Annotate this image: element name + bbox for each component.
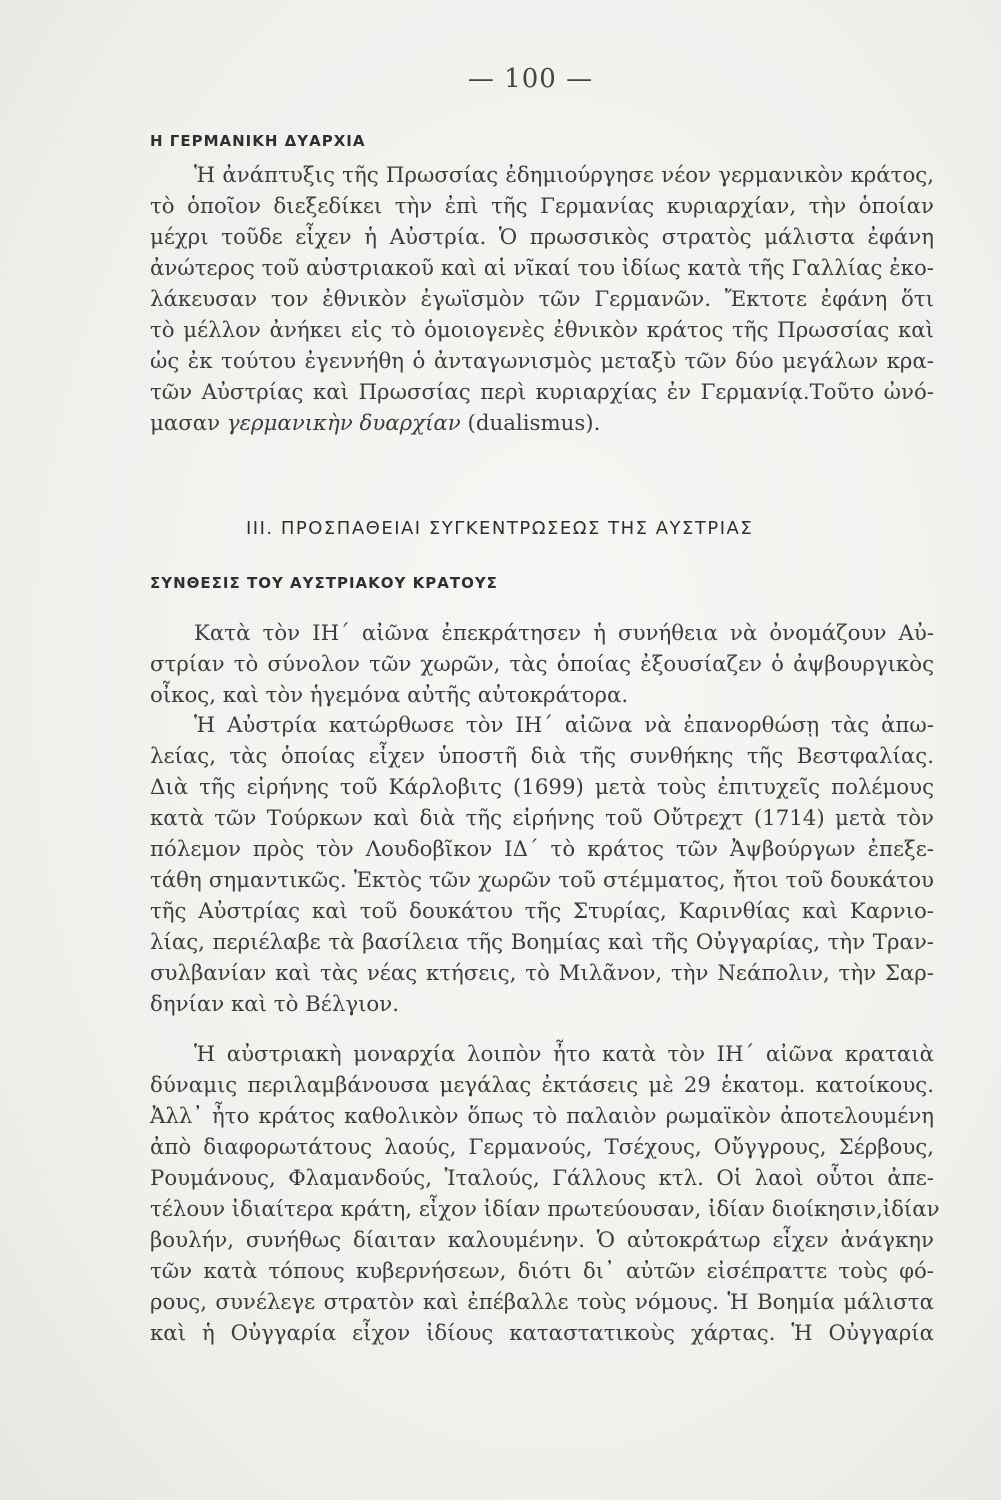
paragraph-austria-name bbox=[150, 618, 934, 711]
text-line: βουλήν, συνήθως δίαιταν καλουμένην. Ὁ αὐτοκράτωρ εἶχεν ἀνάγκην bbox=[150, 1228, 934, 1253]
text-line: τῶν Αὐστρίας καὶ Πρωσσίας περὶ κυριαρχίας ἐν Γερμανίᾳ.Τοῦτο ὠνό- bbox=[150, 380, 934, 405]
text-line: οἶκος, καὶ τὸν ἡγεμόνα αὐτῆς αὐτοκράτορα. bbox=[150, 683, 629, 708]
page-number: — 100 — bbox=[467, 64, 594, 94]
text-line: στρίαν τὸ σύνολον τῶν χωρῶν, τὰς ὁποίας ἐξουσίαζεν ὁ ἀψβουργικὸς bbox=[150, 652, 934, 677]
text-line: λίας, περιέλαβε τὰ βασίλεια τῆς Βοημίας καὶ τῆς Οὐγγαρίας, τὴν Τραν- bbox=[150, 930, 934, 955]
text-line: λάκευσαν τον ἐθνικὸν ἐγωϊσμὸν τῶν Γερμανῶν. Ἔκτοτε ἐφάνη ὅτι bbox=[150, 287, 934, 312]
text-line: ἀπὸ διαφορωτάτους λαούς, Γερμανούς, Τσέχους, Οὔγγρους, Σέρβους, bbox=[150, 1135, 934, 1160]
chapter-heading-austria: ΙΙΙ. ΠΡΟΣΠΑΘΕΙΑΙ ΣΥΓΚΕΝΤΡΩΣΕΩΣ ΤΗΣ ΑΥΣΤΡΙΑΣ bbox=[246, 518, 754, 539]
text-line: κατὰ τῶν Τούρκων καὶ διὰ τῆς εἰρήνης τοῦ Οὔτρεχτ (1714) μετὰ τὸν bbox=[150, 806, 934, 831]
text-line: Ἡ Αὐστρία κατώρθωσε τὸν ΙΗ΄ αἰῶνα νὰ ἐπανορθώσῃ τὰς ἀπω- bbox=[194, 713, 934, 738]
text-line: Διὰ τῆς εἰρήνης τοῦ Κάρλοβιτς (1699) μετὰ τοὺς ἐπιτυχεῖς πολέμους bbox=[150, 775, 934, 800]
text-line: ὡς ἐκ τούτου ἐγεννήθη ὁ ἀνταγωνισμὸς μεταξὺ τῶν δύο μεγάλων κρα- bbox=[150, 349, 934, 374]
text-line: πόλεμον πρὸς τὸν Λουδοβῖκον ΙΔ΄ τὸ κράτος τῶν Ἀψβούργων ἐπεξε- bbox=[150, 837, 934, 862]
text-suffix: (dualismus). bbox=[460, 411, 601, 436]
text-line: τῆς Αὐστρίας καὶ τοῦ δουκάτου τῆς Στυρίας, Καρινθίας καὶ Καρνιο- bbox=[150, 899, 934, 924]
text-line: τὸ ὁποῖον διεξεδίκει τὴν ἐπὶ τῆς Γερμανίας κυριαρχίαν, τὴν ὁποίαν bbox=[150, 194, 934, 219]
text-line: τὸ μέλλον ἀνήκει εἰς τὸ ὁμοιογενὲς ἐθνικὸν κράτος τῆς Πρωσσίας καὶ bbox=[150, 318, 934, 343]
text-line: ρους, συνέλεγε στρατὸν καὶ ἐπέβαλλε τοὺς νόμους. Ἡ Βοημία μάλιστα bbox=[150, 1290, 934, 1315]
text-line: συλβανίαν καὶ τὰς νέας κτήσεις, τὸ Μιλᾶνον, τὴν Νεάπολιν, τὴν Σαρ- bbox=[150, 961, 934, 986]
text-line: τέλουν ἰδιαίτερα κράτη, εἶχον ἰδίαν πρωτεύουσαν, ἰδίαν διοίκησιν,ἰδίαν bbox=[150, 1197, 940, 1222]
text-line: Ρουμάνους, Φλαμανδούς, Ἰταλούς, Γάλλους κτλ. Οἱ λαοὶ οὗτοι ἀπε- bbox=[150, 1166, 934, 1191]
paragraph-austria-expansion bbox=[150, 710, 934, 1020]
text-line: λείας, τὰς ὁποίας εἶχεν ὑποστῆ διὰ τῆς συνθήκης τῆς Βεστφαλίας. bbox=[150, 744, 934, 769]
italic-term: γερμανικὴν δυαρχίαν bbox=[226, 411, 461, 436]
paragraph-austrian-monarchy bbox=[150, 1039, 940, 1349]
text-prefix: μασαν bbox=[150, 411, 227, 436]
text-line: Ἡ αὐστριακὴ μοναρχία λοιπὸν ἦτο κατὰ τὸν ΙΗ΄ αἰῶνα κραταιὰ bbox=[194, 1042, 934, 1067]
text-line: Κατὰ τὸν ΙΗ΄ αἰῶνα ἐπεκράτησεν ἡ συνήθεια νὰ ὀνομάζουν Αὐ- bbox=[194, 621, 934, 646]
section-heading-german-dyarchy: Η ΓΕΡΜΑΝΙΚΗ ΔΥΑΡΧΙΑ bbox=[150, 132, 366, 150]
text-line-last bbox=[150, 408, 934, 439]
text-line: τῶν κατὰ τόπους κυβερνήσεων, διότι δι᾽ αὐτῶν εἰσέπραττε τοὺς φό- bbox=[150, 1259, 934, 1284]
text-line: Ἀλλ᾽ ἦτο κράτος καθολικὸν ὅπως τὸ παλαιὸν ρωμαϊκὸν ἀποτελουμένη bbox=[150, 1104, 934, 1129]
text-line: Ἡ ἀνάπτυξις τῆς Πρωσσίας ἐδημιούργησε νέον γερμανικὸν κράτος, bbox=[194, 163, 934, 188]
text-line: δύναμις περιλαμβάνουσα μεγάλας ἐκτάσεις μὲ 29 ἑκατομ. κατοίκους. bbox=[150, 1073, 934, 1098]
text-line: ἀνώτερος τοῦ αὐστριακοῦ καὶ αἱ νῖκαί του ἰδίως κατὰ τῆς Γαλλίας ἐκο- bbox=[150, 256, 934, 281]
section-heading-austrian-state: ΣΥΝΘΕΣΙΣ ΤΟΥ ΑΥΣΤΡΙΑΚΟΥ ΚΡΑΤΟΥΣ bbox=[150, 574, 498, 592]
text-line: τάθη σημαντικῶς. Ἐκτὸς τῶν χωρῶν τοῦ στέμματος, ἤτοι τοῦ δουκάτου bbox=[150, 868, 934, 893]
text-line: καὶ ἡ Οὐγγαρία εἶχον ἰδίους καταστατικοὺς χάρτας. Ἡ Οὐγγαρία bbox=[150, 1321, 934, 1346]
paragraph-german-dyarchy bbox=[150, 160, 934, 439]
text-line: μέχρι τοῦδε εἶχεν ἡ Αὐστρία. Ὁ πρωσσικὸς στρατὸς μάλιστα ἐφάνη bbox=[150, 225, 934, 250]
text-line: δηνίαν καὶ τὸ Βέλγιον. bbox=[150, 992, 399, 1017]
